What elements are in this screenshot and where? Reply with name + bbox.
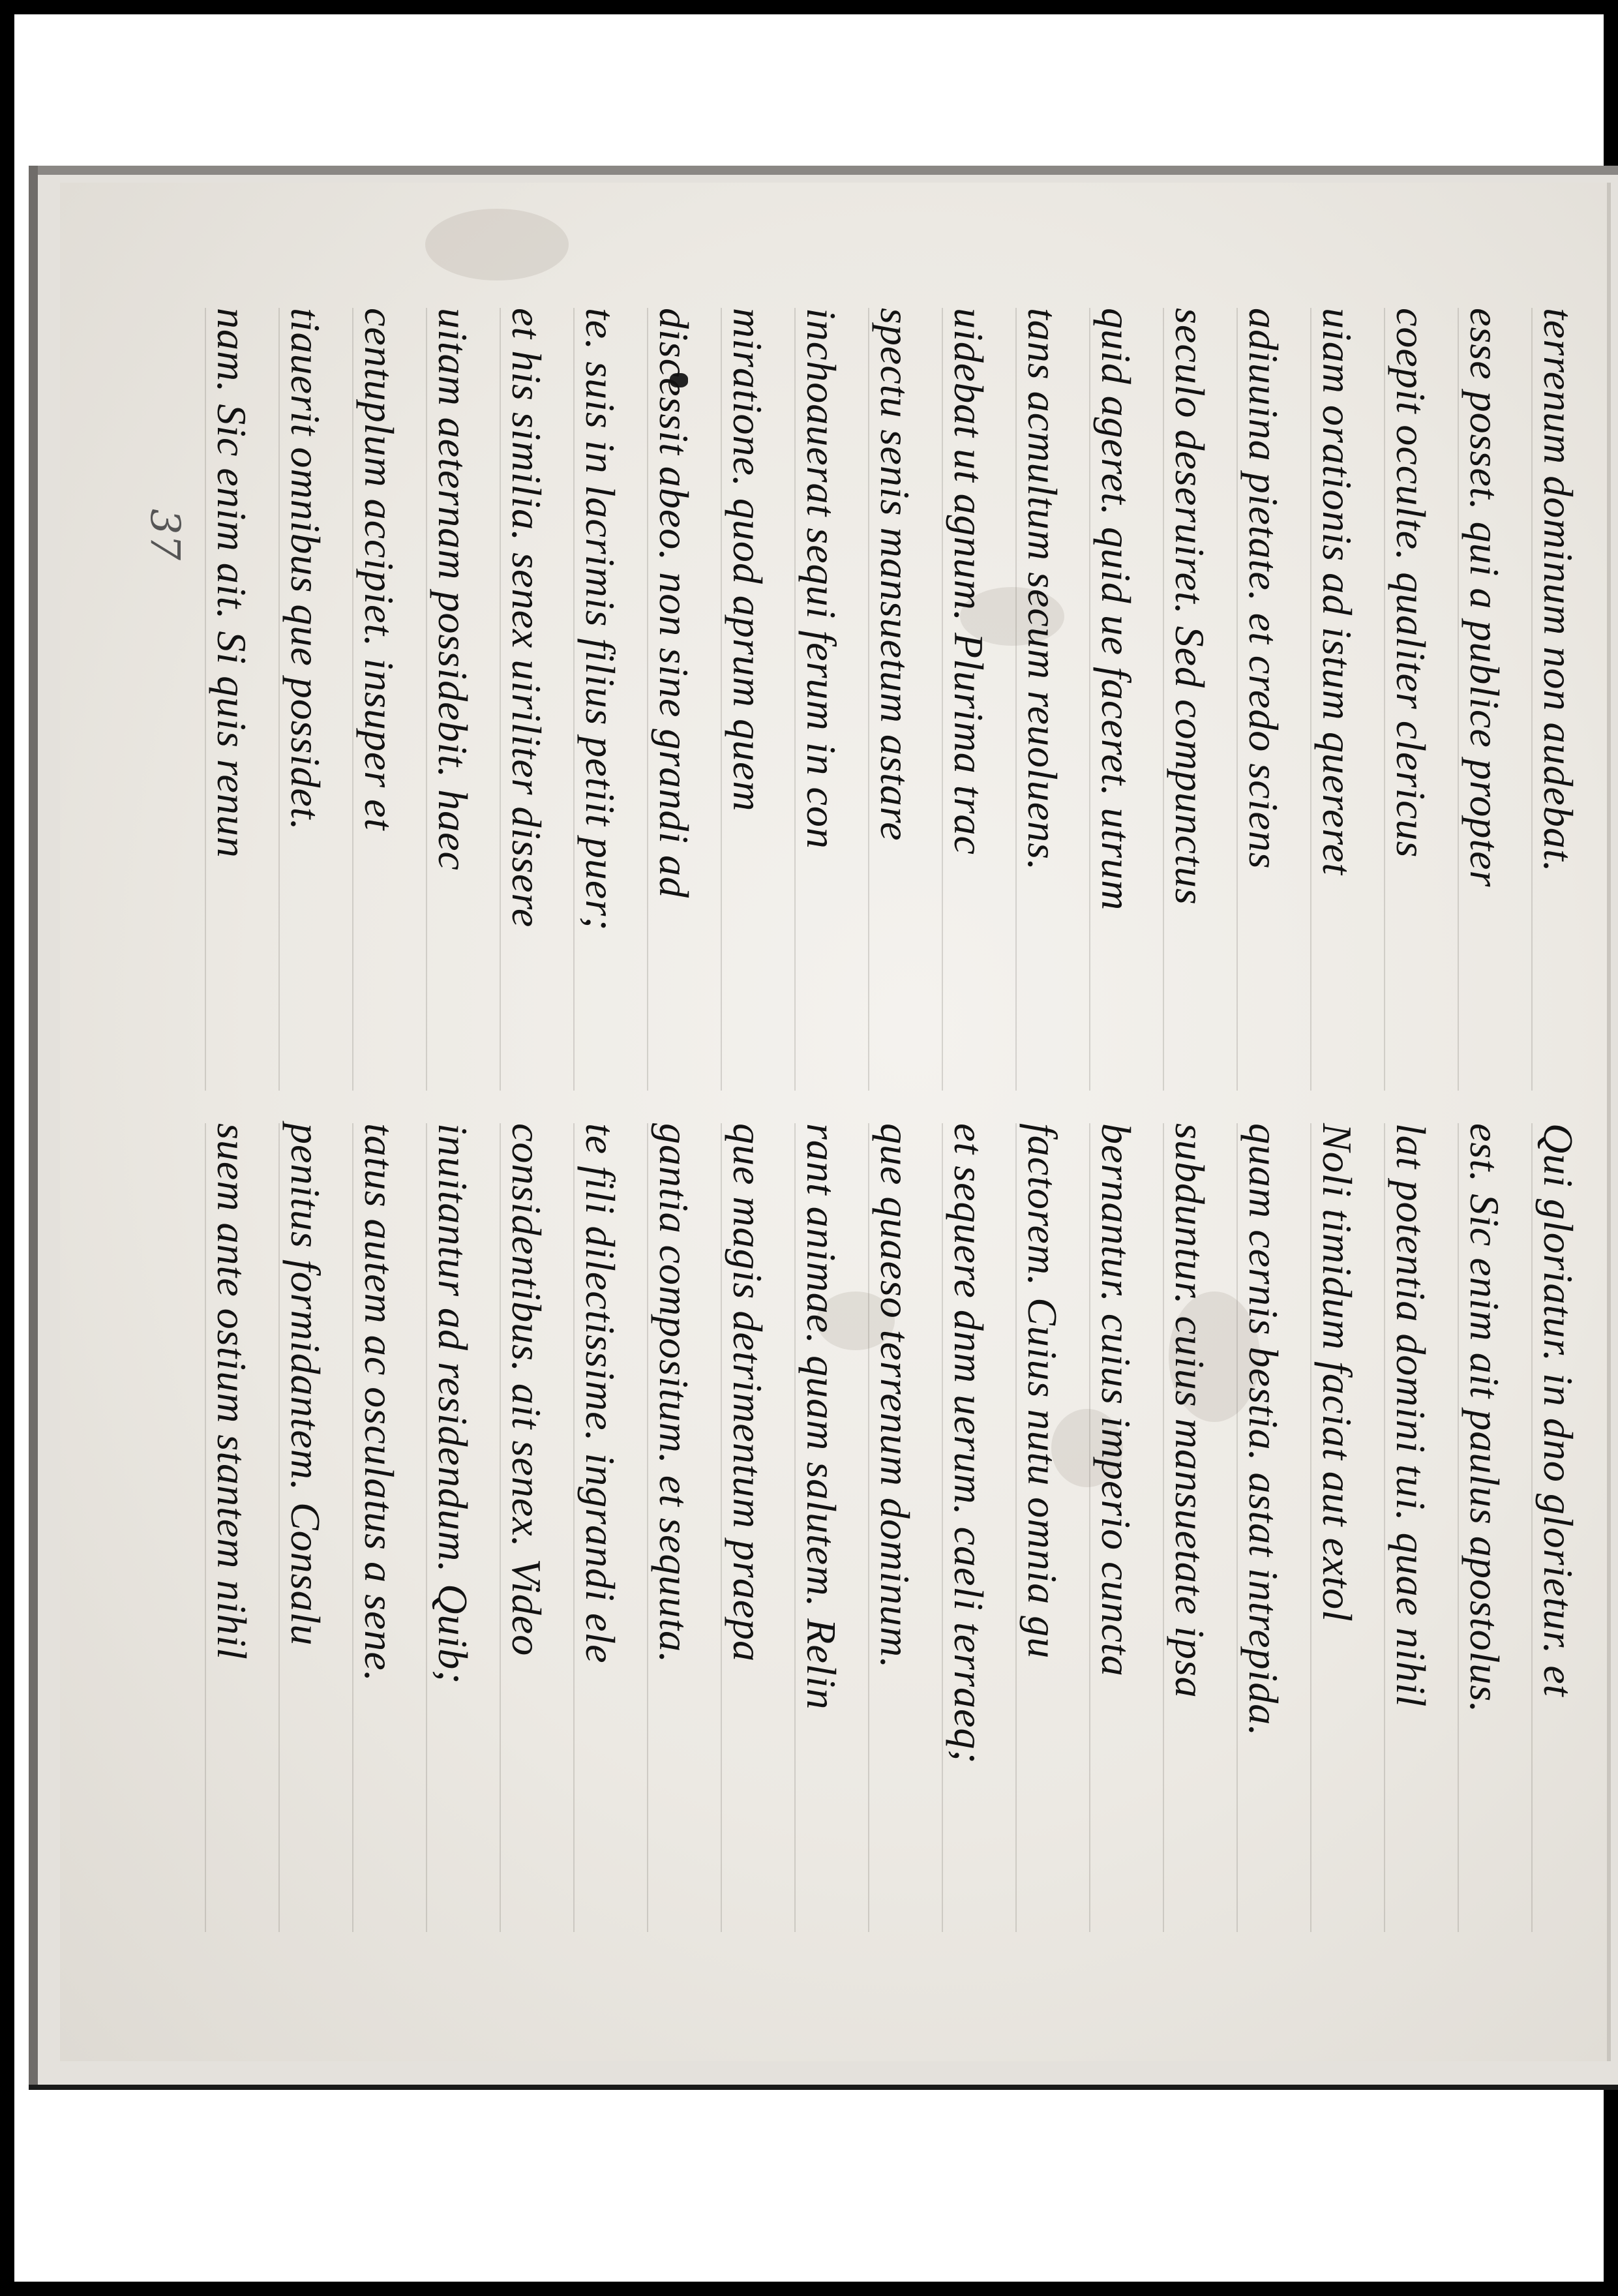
ruling-line bbox=[426, 308, 427, 1091]
manuscript-line: nam. Sic enim ait. Si quis renun bbox=[209, 308, 255, 858]
ruling-line bbox=[278, 1123, 280, 1932]
ruling-line bbox=[352, 1123, 353, 1932]
manuscript-line: suem ante ostium stantem nihil bbox=[209, 1123, 255, 1660]
manuscript-line: adiuuina pietate. et credo sciens bbox=[1240, 308, 1287, 869]
manuscript-line: inchoauerat sequi ferum in con bbox=[798, 308, 845, 849]
manuscript-line: que magis detrimentum praepa bbox=[725, 1123, 771, 1663]
photo-top-edge bbox=[29, 166, 1618, 175]
folio-number: 37 bbox=[142, 509, 189, 560]
ruling-line bbox=[500, 1123, 501, 1932]
manuscript-line: te. suis in lacrimis filius petiit puer; bbox=[577, 308, 623, 931]
ruling-line bbox=[1310, 1123, 1311, 1932]
manuscript-line: que quaeso terrenum dominum. bbox=[872, 1123, 918, 1669]
manuscript-line: tatus autem ac osculatus a sene. bbox=[356, 1123, 402, 1682]
ruling-line bbox=[1236, 1123, 1238, 1932]
manuscript-line: penitus formidantem. Consalu bbox=[282, 1123, 329, 1646]
manuscript-line: considentibus. ait senex. Video bbox=[503, 1123, 550, 1657]
manuscript-line: terrenum dominum non audebat. bbox=[1535, 308, 1581, 873]
ruling-line bbox=[868, 308, 869, 1091]
manuscript-line: esse posset. qui a publice propter bbox=[1461, 308, 1508, 888]
ruling-line bbox=[647, 308, 648, 1091]
manuscript-line: miratione. quod aprum quem bbox=[725, 308, 771, 812]
manuscript-line: uitam aeternam possidebit. haec bbox=[430, 308, 476, 871]
manuscript-line: tans acmultum secum reuoluens. bbox=[1019, 308, 1066, 871]
ruling-line bbox=[205, 1123, 206, 1932]
ruling-line bbox=[942, 308, 943, 1091]
ruling-line bbox=[1458, 308, 1459, 1091]
ruling-line bbox=[1236, 308, 1238, 1091]
ruling-line bbox=[794, 308, 796, 1091]
manuscript-line: tiauerit omnibus que possidet. bbox=[282, 308, 329, 831]
manuscript-line: bernantur. cuius imperio cuncta bbox=[1093, 1123, 1139, 1677]
ruling-line bbox=[942, 1123, 943, 1932]
manuscript-line: et sequere dnm uerum. caeli terraeq; bbox=[946, 1123, 992, 1764]
manuscript-line: lat potentia domini tui. quae nihil bbox=[1388, 1123, 1434, 1708]
stain bbox=[425, 209, 569, 280]
ruling-line bbox=[721, 1123, 722, 1932]
ruling-line bbox=[352, 308, 353, 1091]
manuscript-line: spectu senis mansuetum astare bbox=[872, 308, 918, 841]
manuscript-line: Noli timidum faciat aut extol bbox=[1314, 1123, 1360, 1622]
ruling-line bbox=[1089, 308, 1090, 1091]
manuscript-line: seculo deseruiret. Sed compunctus bbox=[1167, 308, 1213, 905]
manuscript-line: gantia compositum. et sequuta. bbox=[651, 1123, 697, 1664]
ruling-line bbox=[573, 308, 575, 1091]
manuscript-line: subduntur. cuius mansuetate ipsa bbox=[1167, 1123, 1213, 1699]
ruling-line bbox=[1531, 308, 1533, 1091]
ruling-line bbox=[868, 1123, 869, 1932]
manuscript-line: centuplum accipiet. insuper et bbox=[356, 308, 402, 831]
ruling-line bbox=[1163, 308, 1164, 1091]
manuscript-line: coepit occulte. qualiter clericus bbox=[1388, 308, 1434, 858]
manuscript-line: rant animae. quam salutem. Relin bbox=[798, 1123, 845, 1710]
manuscript-line: Qui gloriatur. in dno glorietur. et bbox=[1535, 1123, 1581, 1697]
manuscript-line: te fili dilectissime. ingrandi ele bbox=[577, 1123, 623, 1664]
ruling-line bbox=[1310, 308, 1311, 1091]
ruling-line bbox=[1089, 1123, 1090, 1932]
manuscript-line: est. Sic enim ait paulus apostolus. bbox=[1461, 1123, 1508, 1714]
manuscript-line: factorem. Cuius nutu omnia gu bbox=[1019, 1123, 1066, 1659]
ruling-line bbox=[278, 308, 280, 1091]
ruling-line bbox=[1015, 1123, 1017, 1932]
ruling-line bbox=[426, 1123, 427, 1932]
manuscript-line: quam cernis bestia. astat intrepida. bbox=[1240, 1123, 1287, 1737]
ruling-line bbox=[1531, 1123, 1533, 1932]
manuscript-line: et his similia. senex uiriliter dissere bbox=[503, 308, 550, 928]
ruling-line bbox=[794, 1123, 796, 1932]
ruling-line bbox=[721, 308, 722, 1091]
manuscript-line: uidebat ut agnum. Plurima trac bbox=[946, 308, 992, 855]
photo-left-edge bbox=[29, 166, 38, 2085]
manuscript-line: inuitantur ad residendum. Quib; bbox=[430, 1123, 476, 1685]
ruling-line bbox=[647, 1123, 648, 1932]
ruling-line bbox=[1384, 1123, 1385, 1932]
manuscript-line: uiam orationis ad istum quereret bbox=[1314, 308, 1360, 875]
ruling-line bbox=[1163, 1123, 1164, 1932]
manuscript-line: discessit abeo. non sine grandi ad bbox=[651, 308, 697, 899]
ruling-line bbox=[1015, 308, 1017, 1091]
ruling-line bbox=[500, 308, 501, 1091]
ruling-line bbox=[1458, 1123, 1459, 1932]
ruling-line bbox=[573, 1123, 575, 1932]
ruling-line bbox=[1384, 308, 1385, 1091]
ruling-line bbox=[205, 308, 206, 1091]
manuscript-line: quid ageret. quid ue faceret. utrum bbox=[1093, 308, 1139, 911]
